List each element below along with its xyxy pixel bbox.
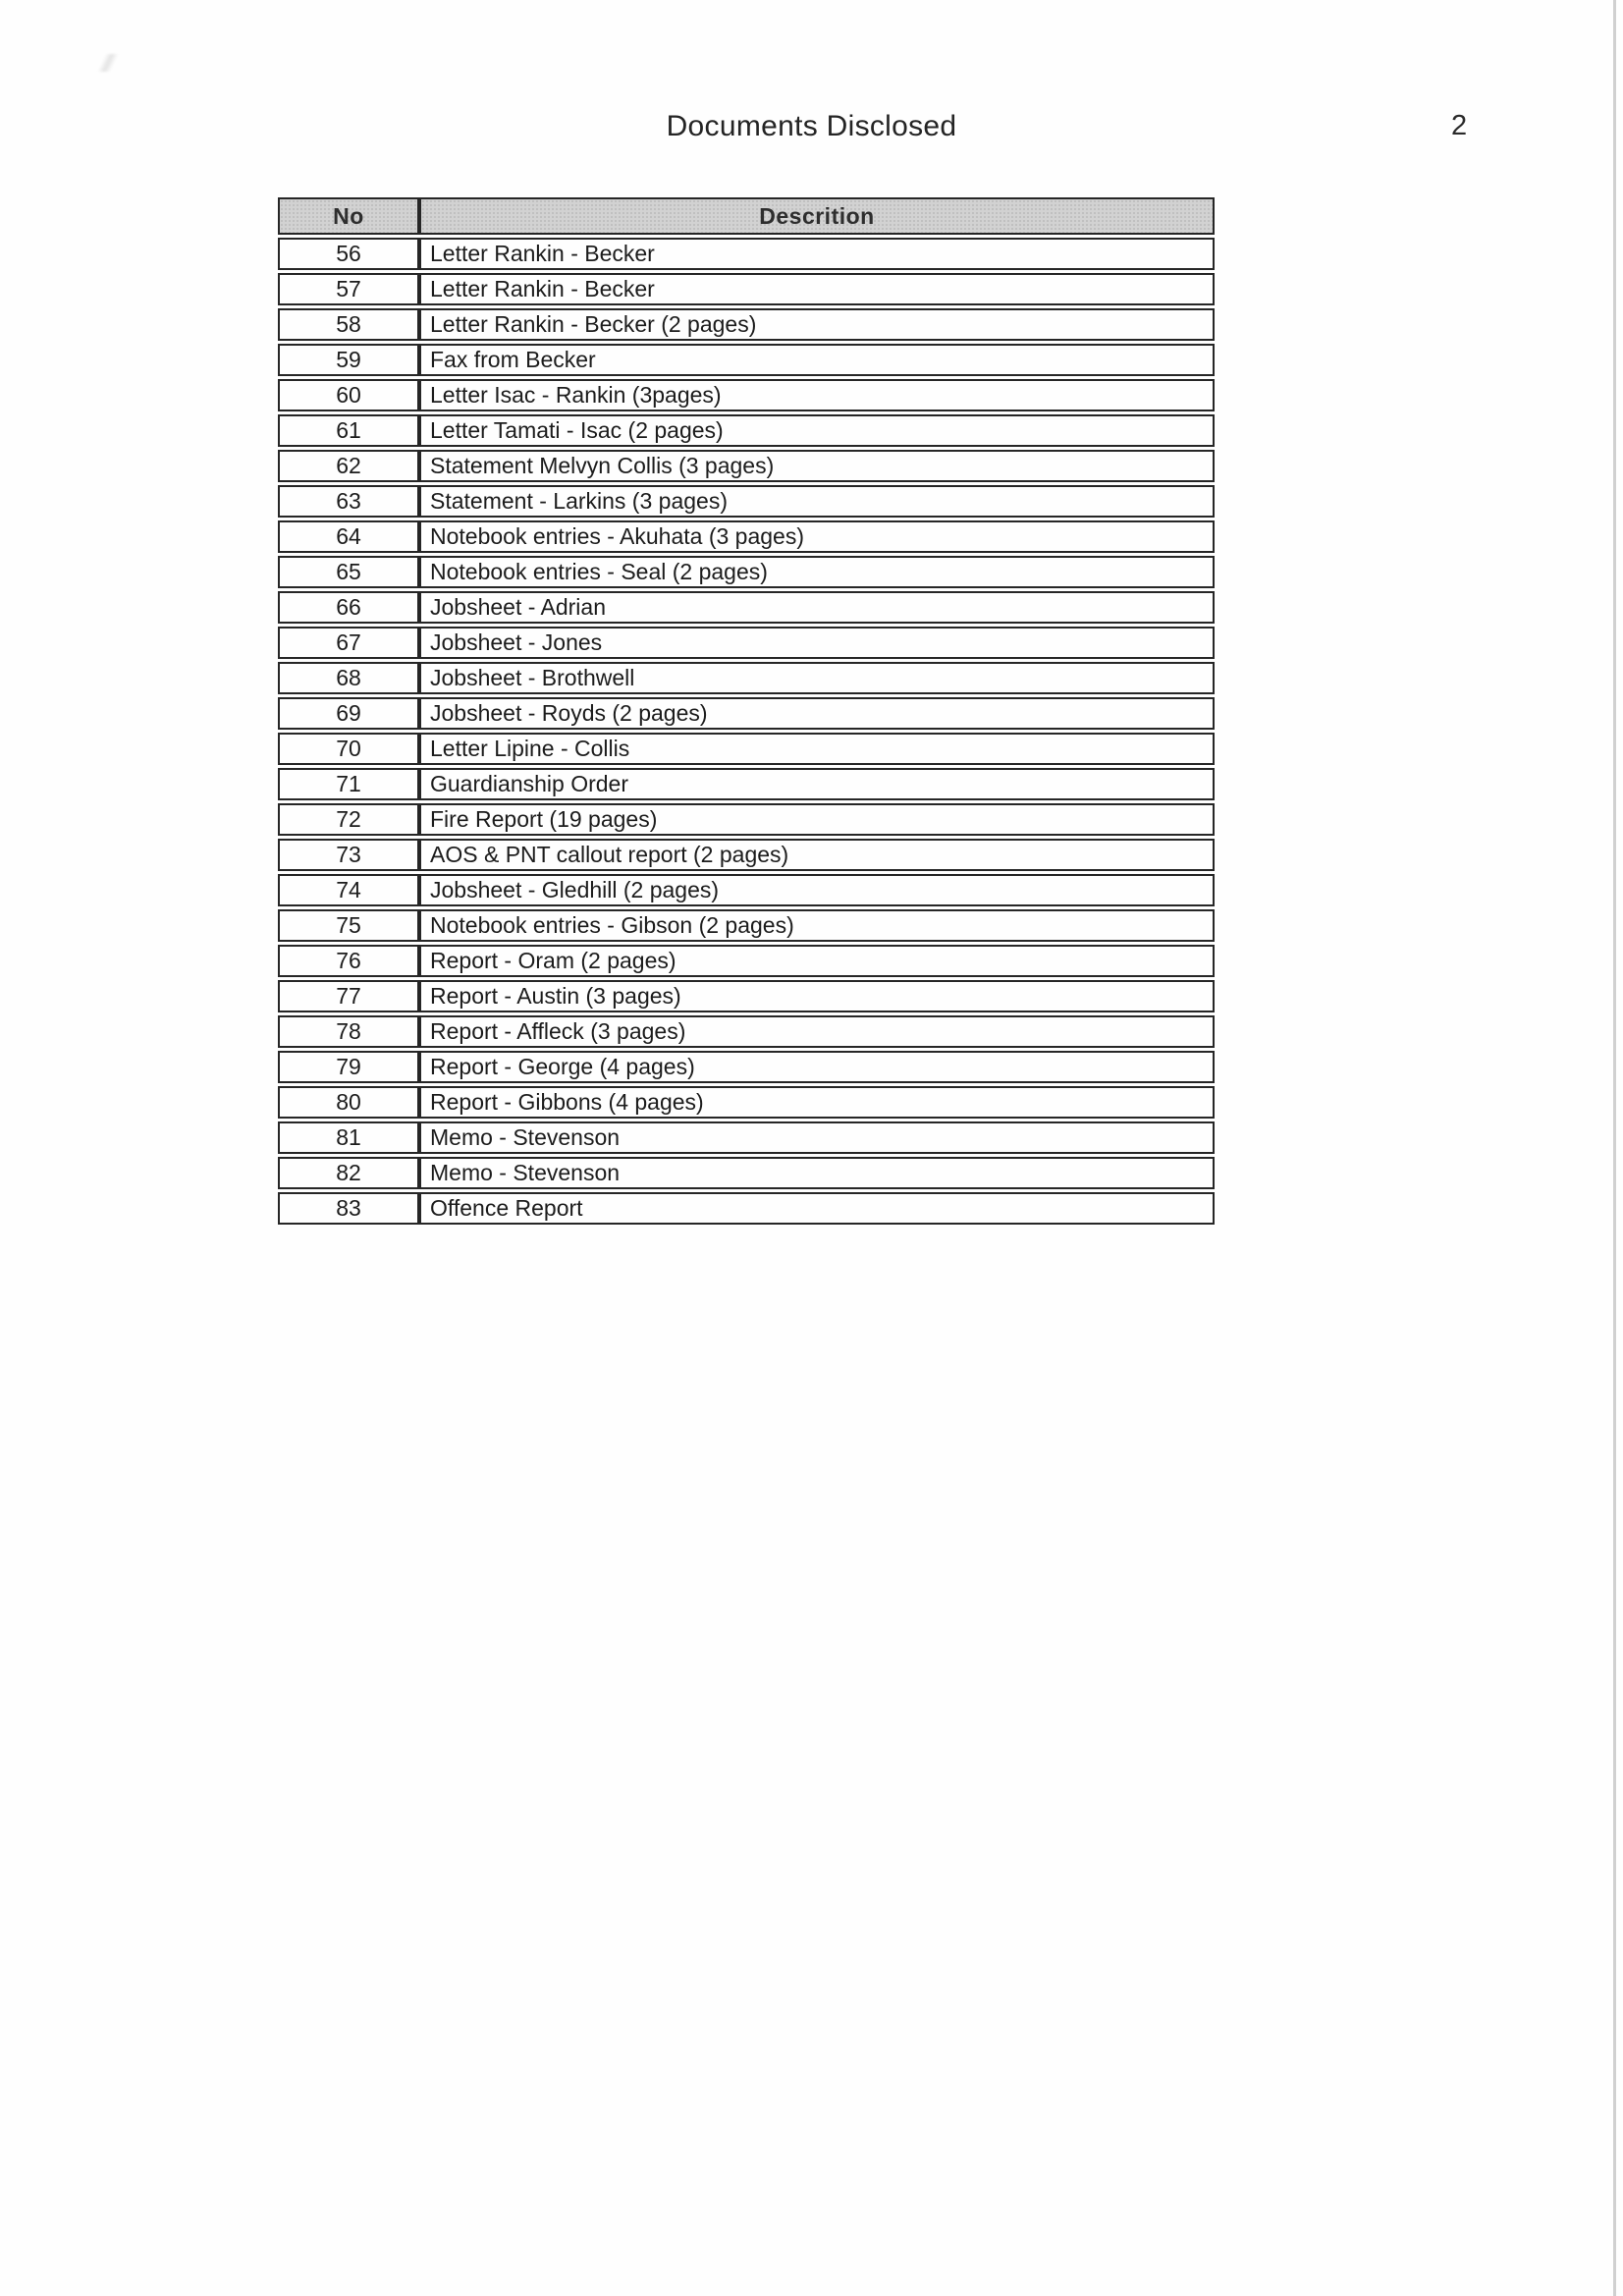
table-row [278, 450, 1215, 482]
table-row [278, 1192, 1215, 1225]
table-row [278, 1015, 1215, 1048]
row-number-cell: 82 [278, 1157, 419, 1189]
row-number-cell: 56 [278, 238, 419, 270]
scan-artifact [79, 54, 137, 72]
row-number-cell: 61 [278, 414, 419, 447]
row-number-cell: 64 [278, 520, 419, 553]
row-number-cell: 63 [278, 485, 419, 518]
row-number-cell: 58 [278, 308, 419, 341]
row-number-cell: 71 [278, 768, 419, 800]
row-description-cell: Letter Rankin - Becker [419, 238, 1215, 270]
row-description-cell: Jobsheet - Royds (2 pages) [419, 697, 1215, 730]
row-number-cell: 72 [278, 803, 419, 836]
row-number-cell: 73 [278, 839, 419, 871]
row-description-cell: Notebook entries - Seal (2 pages) [419, 556, 1215, 588]
row-description-cell: AOS & PNT callout report (2 pages) [419, 839, 1215, 871]
row-number-cell: 76 [278, 945, 419, 977]
row-description-cell: Report - Austin (3 pages) [419, 980, 1215, 1012]
row-number-cell: 74 [278, 874, 419, 906]
table-row [278, 733, 1215, 765]
row-number-cell: 66 [278, 591, 419, 624]
row-description-cell: Notebook entries - Gibson (2 pages) [419, 909, 1215, 942]
row-number-cell: 67 [278, 627, 419, 659]
row-description-cell: Offence Report [419, 1192, 1215, 1225]
table-row [278, 414, 1215, 447]
documents-table [278, 194, 1215, 1228]
row-number-cell: 65 [278, 556, 419, 588]
table-row [278, 945, 1215, 977]
row-description-cell: Report - Affleck (3 pages) [419, 1015, 1215, 1048]
table-row [278, 1121, 1215, 1154]
row-description-cell: Memo - Stevenson [419, 1121, 1215, 1154]
row-number-cell: 62 [278, 450, 419, 482]
row-description-cell: Letter Lipine - Collis [419, 733, 1215, 765]
row-number-cell: 81 [278, 1121, 419, 1154]
table-row [278, 273, 1215, 305]
row-description-cell: Report - George (4 pages) [419, 1051, 1215, 1083]
row-number-cell: 59 [278, 344, 419, 376]
header-no: No [278, 197, 419, 235]
row-number-cell: 78 [278, 1015, 419, 1048]
row-description-cell: Fire Report (19 pages) [419, 803, 1215, 836]
table-row [278, 1051, 1215, 1083]
page-number: 2 [1451, 110, 1468, 141]
table-row [278, 485, 1215, 518]
row-description-cell: Guardianship Order [419, 768, 1215, 800]
table-row [278, 627, 1215, 659]
row-number-cell: 79 [278, 1051, 419, 1083]
row-description-cell: Letter Rankin - Becker (2 pages) [419, 308, 1215, 341]
page-title: Documents Disclosed [666, 110, 957, 142]
table-row [278, 662, 1215, 694]
row-description-cell: Report - Gibbons (4 pages) [419, 1086, 1215, 1119]
row-number-cell: 60 [278, 379, 419, 411]
row-number-cell: 80 [278, 1086, 419, 1119]
row-description-cell: Jobsheet - Gledhill (2 pages) [419, 874, 1215, 906]
table-header-row [278, 197, 1215, 235]
row-description-cell: Jobsheet - Adrian [419, 591, 1215, 624]
table-row [278, 803, 1215, 836]
table-row [278, 556, 1215, 588]
table-row [278, 344, 1215, 376]
table-row [278, 909, 1215, 942]
row-description-cell: Fax from Becker [419, 344, 1215, 376]
table-row [278, 591, 1215, 624]
table-row [278, 874, 1215, 906]
row-number-cell: 77 [278, 980, 419, 1012]
table-row [278, 1157, 1215, 1189]
row-number-cell: 75 [278, 909, 419, 942]
table-row [278, 1086, 1215, 1119]
row-number-cell: 83 [278, 1192, 419, 1225]
table-row [278, 308, 1215, 341]
table-row [278, 238, 1215, 270]
row-description-cell: Jobsheet - Brothwell [419, 662, 1215, 694]
row-number-cell: 68 [278, 662, 419, 694]
row-number-cell: 57 [278, 273, 419, 305]
row-description-cell: Statement Melvyn Collis (3 pages) [419, 450, 1215, 482]
row-description-cell: Jobsheet - Jones [419, 627, 1215, 659]
header-description: Descrition [419, 197, 1215, 235]
table-row [278, 980, 1215, 1012]
row-description-cell: Report - Oram (2 pages) [419, 945, 1215, 977]
scan-edge-line [1613, 0, 1616, 2296]
row-description-cell: Letter Rankin - Becker [419, 273, 1215, 305]
row-description-cell: Letter Isac - Rankin (3pages) [419, 379, 1215, 411]
row-description-cell: Letter Tamati - Isac (2 pages) [419, 414, 1215, 447]
table-row [278, 768, 1215, 800]
row-description-cell: Notebook entries - Akuhata (3 pages) [419, 520, 1215, 553]
table-row [278, 839, 1215, 871]
row-number-cell: 70 [278, 733, 419, 765]
row-description-cell: Statement - Larkins (3 pages) [419, 485, 1215, 518]
row-description-cell: Memo - Stevenson [419, 1157, 1215, 1189]
table-row [278, 520, 1215, 553]
table-row [278, 379, 1215, 411]
row-number-cell: 69 [278, 697, 419, 730]
table-row [278, 697, 1215, 730]
